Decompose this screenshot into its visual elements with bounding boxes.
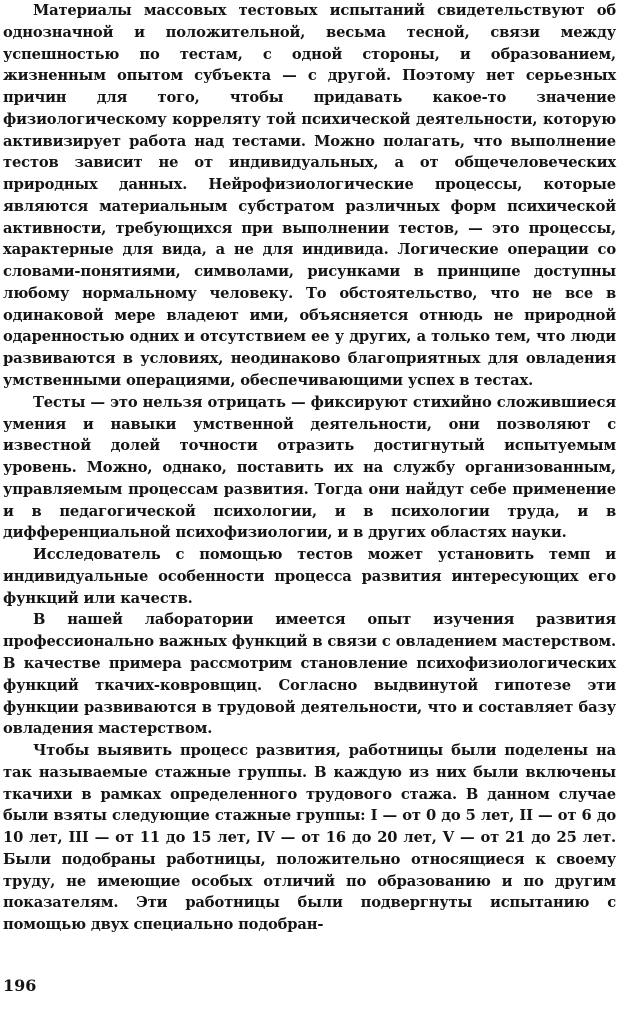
- page-number: 196: [3, 976, 37, 995]
- paragraph-2: Тесты — это нельзя отрицать — фиксируют стихийно сложившиеся умения и навыки умственной деятельности, они позволяют с известной долей точности отразить достигнутый испытуемым уровень. Можно, однако, поставить их на службу организованным, управляемым процессам развития. Тогда они найдут себе применение и в педагогической психологии, и в психологии труда, и в дифференциальной психофизиологии, и в других областях науки.: [3, 393, 616, 542]
- paragraph-3: Исследователь с помощью тестов может установить темп и индивидуальные особенности процесса развития интересующих его функций или качеств.: [3, 546, 616, 607]
- body-text: [3, 0, 616, 936]
- paragraph-1: Материалы массовых тестовых испытаний свидетельствуют об однозначной и положительной, весьма тесной, связи между успешностью по тестам, с одной стороны, и образованием, жизненным опытом субъекта — с другой. Поэтому нет серьезных причин для того, чтобы придавать какое-то значение физиологическому корреляту той психической деятельности, которую активизирует работа над тестами. Можно полагать, что выполнение тестов зависит не от индивидуальных, а от общечеловеческих природных данных. Нейрофизиологические процессы, которые являются материальным субстратом различных форм психической активности, требующихся при выполнении тестов, — это процессы, характерные для вида, а не для индивида. Логические операции со словами-понятиями, символами, рисунками в принципе доступны любому нормальному человеку. То обстоятельство, что не все в одинаковой мере владеют ими, объясняется отнюдь не природной одаренностью одних и отсутствием ее у других, а только тем, что люди развиваются в условиях, неодинаково благоприятных для овладения умственными операциями, обеспечивающими успех в тестах.: [3, 2, 616, 390]
- paragraph-5: Чтобы выявить процесс развития, работницы были поделены на так называемые стажные группы. В каждую из них были включены ткачихи в рамках определенного трудового стажа. В данном случае были взяты следующие стажные группы: I — от 0 до 5 лет, II — от 6 до 10 лет, III — от 11 до 15 лет, IV — от 16 до 20 лет, V — от 21 до 25 лет. Были подобраны работницы, положительно относящиеся к своему труду, не имеющие особых отличий по образованию и по другим показателям. Эти работницы были подвергнуты испытанию с помощью двух специально подобран-: [3, 742, 616, 934]
- paragraph-4: В нашей лаборатории имеется опыт изучения развития профессионально важных функций в связи с овладением мастерством. В качестве примера рассмотрим становление психофизиологических функций ткачих-ковровщиц. Согласно выдвинутой гипотезе эти функции развиваются в трудовой деятельности, что и составляет базу овладения мастерством.: [3, 611, 616, 738]
